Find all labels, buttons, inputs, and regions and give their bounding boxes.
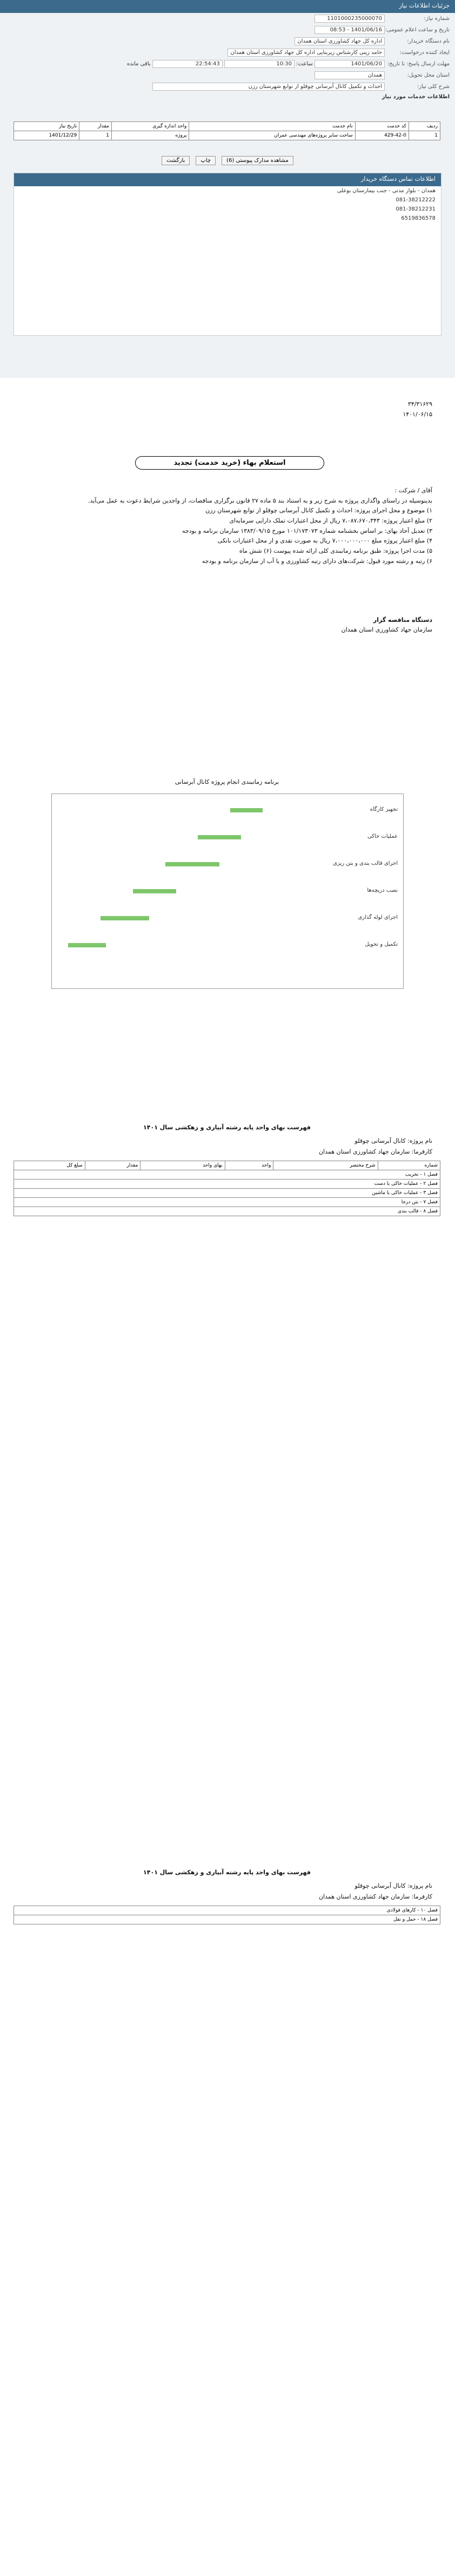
cell: 1: [409, 131, 440, 140]
item-3: ۳) تعدیل آحاد بهای: بر اساس بخشنامه شماره ۱۰۱/۱۷۳۰۷۳ مورخ ۱۳۸۳/۰۹/۱۵ سازمان برنامه و بودجه: [182, 527, 432, 534]
task: اجرای قالب بندی و بتن ریزی: [333, 860, 398, 866]
chapter-title: فصل ۳ - عملیات خاکی با ماشین: [14, 1189, 440, 1198]
back-button[interactable]: بازگشت: [162, 156, 190, 165]
greeting: آقای / شرکت :: [394, 487, 432, 494]
panel-title: جزئیات اطلاعات نیاز: [0, 0, 455, 13]
chapter-row: [14, 1179, 440, 1189]
contact-fax: 081-38212231: [396, 206, 436, 212]
col-header: تاریخ نیاز: [14, 122, 79, 131]
col-header: مقدار: [79, 122, 112, 131]
col-header: ردیف: [409, 122, 440, 131]
cell: پروژه: [111, 131, 189, 140]
price-project-2: نام پروژه: کانال آبرسانی چوقلو: [354, 1882, 432, 1889]
price-heading-2: فهرست بهای واحد پایه رشته آبیاری و زهکشی سال ۱۴۰۱: [143, 1869, 311, 1876]
buyer-label: نام دستگاه خریدار:: [407, 38, 450, 44]
attachments-button[interactable]: مشاهده مدارک پیوستی (6): [222, 156, 293, 165]
col-header: واحد: [225, 1161, 273, 1170]
gantt-chart: [51, 794, 404, 989]
task: تکمیل و تحویل: [365, 941, 398, 947]
need-number-label: شماره نیاز:: [424, 16, 450, 22]
table-row: [14, 131, 440, 140]
gantt-bar: [165, 862, 219, 866]
price-heading-1: فهرست بهای واحد پایه رشته آبیاری و زهکشی سال ۱۴۰۱: [143, 1124, 311, 1131]
cell: 1401/12/29: [14, 131, 79, 140]
item-2: ۲) مبلغ اعتبار پروژه: ۷،۰۸۷،۶۷۰،۳۴۳ ریال از محل اعتبارات تملک دارایی سرمایه‌ای: [229, 517, 432, 525]
col-header: نام خدمت: [189, 122, 355, 131]
item-5: ۵) مدت اجرا پروژه: طبق برنامه زمانبندی کلی ارائه شده پیوست (۶) شش ماه: [239, 547, 432, 555]
chapter-row: [14, 1906, 440, 1915]
contact-title: اطلاعات تماس دستگاه خریدار: [14, 173, 441, 186]
letter-header: [22, 399, 432, 419]
chapter-row: [14, 1170, 440, 1179]
chapter-row: [14, 1189, 440, 1198]
col-header: مقدار: [85, 1161, 140, 1170]
desc-label: شرح کلی نیاز:: [417, 84, 450, 90]
deadline-date: 1401/06/20: [315, 60, 385, 68]
item-6: ۶) رتبه و رشته مورد قبول: شرکت‌های دارای رتبه کشاورزی و یا آب از سازمان برنامه و بودجه: [202, 557, 432, 565]
signature: دستگاه مناقصه گزار: [373, 616, 432, 623]
date-label: تاریخ و ساعت اعلام عمومی:: [385, 27, 450, 33]
letter-number: ۳۴/۳۱۶۲۹: [407, 401, 432, 408]
price-header-row: [14, 1161, 440, 1170]
remaining-time: 22:54:43: [152, 60, 223, 68]
price-table-2: [14, 1906, 440, 1924]
col-header: کد خدمت: [355, 122, 409, 131]
delivery-province: همدان: [315, 71, 385, 79]
gantt-bar: [198, 835, 241, 839]
contact-postal: 6519836578: [401, 215, 436, 221]
col-header: مبلغ کل: [14, 1161, 85, 1170]
chapter-row: [14, 1207, 440, 1216]
chapter-title: فصل ۸ - قالب بندی: [14, 1207, 440, 1216]
letter-body: [22, 486, 432, 635]
letter-date: ۱۴۰۱/۰۶/۱۵: [403, 410, 432, 418]
cell: ساخت سایر پروژه‌های مهندسی عمران: [189, 131, 355, 140]
contact-phone: 081-38212222: [396, 197, 436, 203]
time-label: ساعت:: [296, 61, 313, 67]
org-name: سازمان جهاد کشاورزی استان همدان: [341, 626, 432, 634]
task: عملیات خاکی: [367, 833, 398, 839]
chapter-row: [14, 1915, 440, 1924]
cell: 1: [79, 131, 112, 140]
gantt-bar: [133, 889, 176, 893]
task: اجرای لوله گذاری: [358, 914, 398, 920]
item-4: ۴) مبلغ اعتبار پروژه مبلغ ۷،۰۰۰،۰۰۰،۰۰۰ ریال به صورت نقدی و از محل اعتبارات بانکی: [217, 537, 432, 545]
remaining-label: باقی مانده: [126, 61, 151, 67]
price-client-1: کارفرما: سازمان جهاد کشاورزی استان همدان: [318, 1148, 432, 1155]
chapter-title: فصل ۷ - بتن درجا: [14, 1198, 440, 1207]
price-project-1: نام پروژه: کانال آبرسانی چوقلو: [354, 1137, 432, 1144]
gantt-title: برنامه زمانبندی انجام پروژه کانال آبرسانی: [175, 778, 279, 785]
contact-panel: [14, 173, 441, 336]
buyer-name: اداره کل جهاد کشاورزی استان همدان: [295, 37, 385, 45]
print-button[interactable]: چاپ: [196, 156, 216, 165]
chapter-title: فصل ۱ - تخریب: [14, 1170, 440, 1179]
button-bar: [0, 154, 455, 165]
need-number: 1101000235000070: [315, 15, 385, 23]
cell: 429-42-0: [355, 131, 409, 140]
item-1: ۱) موضوع و محل اجرای پروژه: احداث و تکمیل کانال آبرسانی چوقلو از توابع شهرستان رزن: [205, 507, 432, 514]
services-header-row: [14, 122, 440, 131]
col-header: شرح مختصر: [273, 1161, 378, 1170]
chapter-row: [14, 1198, 440, 1207]
task: تجهیز کارگاه: [370, 806, 398, 812]
col-header: بهای واحد: [140, 1161, 225, 1170]
price-table-1: [14, 1161, 440, 1216]
chapter-title: فصل ۲ - عملیات خاکی با دست: [14, 1179, 440, 1189]
deadline-time: 10:30: [224, 60, 295, 68]
need-description: احداث و تکمیل کانال آبرسانی چوقلو از توابع شهرستان رزن: [152, 83, 385, 91]
contact-address: همدان - بلوار مدنی - جنب بیمارستان بوعلی: [337, 188, 436, 194]
letter-title: استعلام بهاء (خرید خدمت) تجدید: [135, 456, 324, 470]
gantt-bar: [68, 943, 106, 947]
services-table: [14, 121, 440, 140]
col-header: واحد اندازه گیری: [111, 122, 189, 131]
col-header: شماره: [378, 1161, 440, 1170]
intro: بدینوسیله در راستای واگذاری پروژه به شرح زیر و به استناد بند ۵ ماده ۲۷ قانون برگزاری مناقصات، از واجدین شرایط دعوت به عمل می‌آید.: [88, 497, 432, 504]
chapter-title: فصل ۱۰ - کارهای فولادی: [14, 1906, 440, 1915]
gantt-bar: [101, 916, 149, 920]
chapter-title: فصل ۱۸ - حمل و نقل: [14, 1915, 440, 1924]
need-details-panel: [0, 0, 455, 378]
price-client-2: کارفرما: سازمان جهاد کشاورزی استان همدان: [318, 1893, 432, 1900]
deadline-label: مهلت ارسال پاسخ: تا تاریخ:: [387, 61, 450, 67]
creator-name: حامد زینی کارشناس زیربنایی اداره کل جهاد کشاورزی استان همدان: [228, 49, 385, 57]
gantt-bar: [230, 808, 263, 812]
task: نصب دریچه‌ها: [367, 887, 398, 893]
delivery-label: استان محل تحویل:: [407, 72, 450, 78]
creator-label: ایجاد کننده درخواست:: [399, 50, 450, 56]
services-label: اطلاعات خدمات مورد نیاز: [382, 94, 450, 100]
announce-date: 1401/06/16 - 08:53: [315, 26, 385, 34]
